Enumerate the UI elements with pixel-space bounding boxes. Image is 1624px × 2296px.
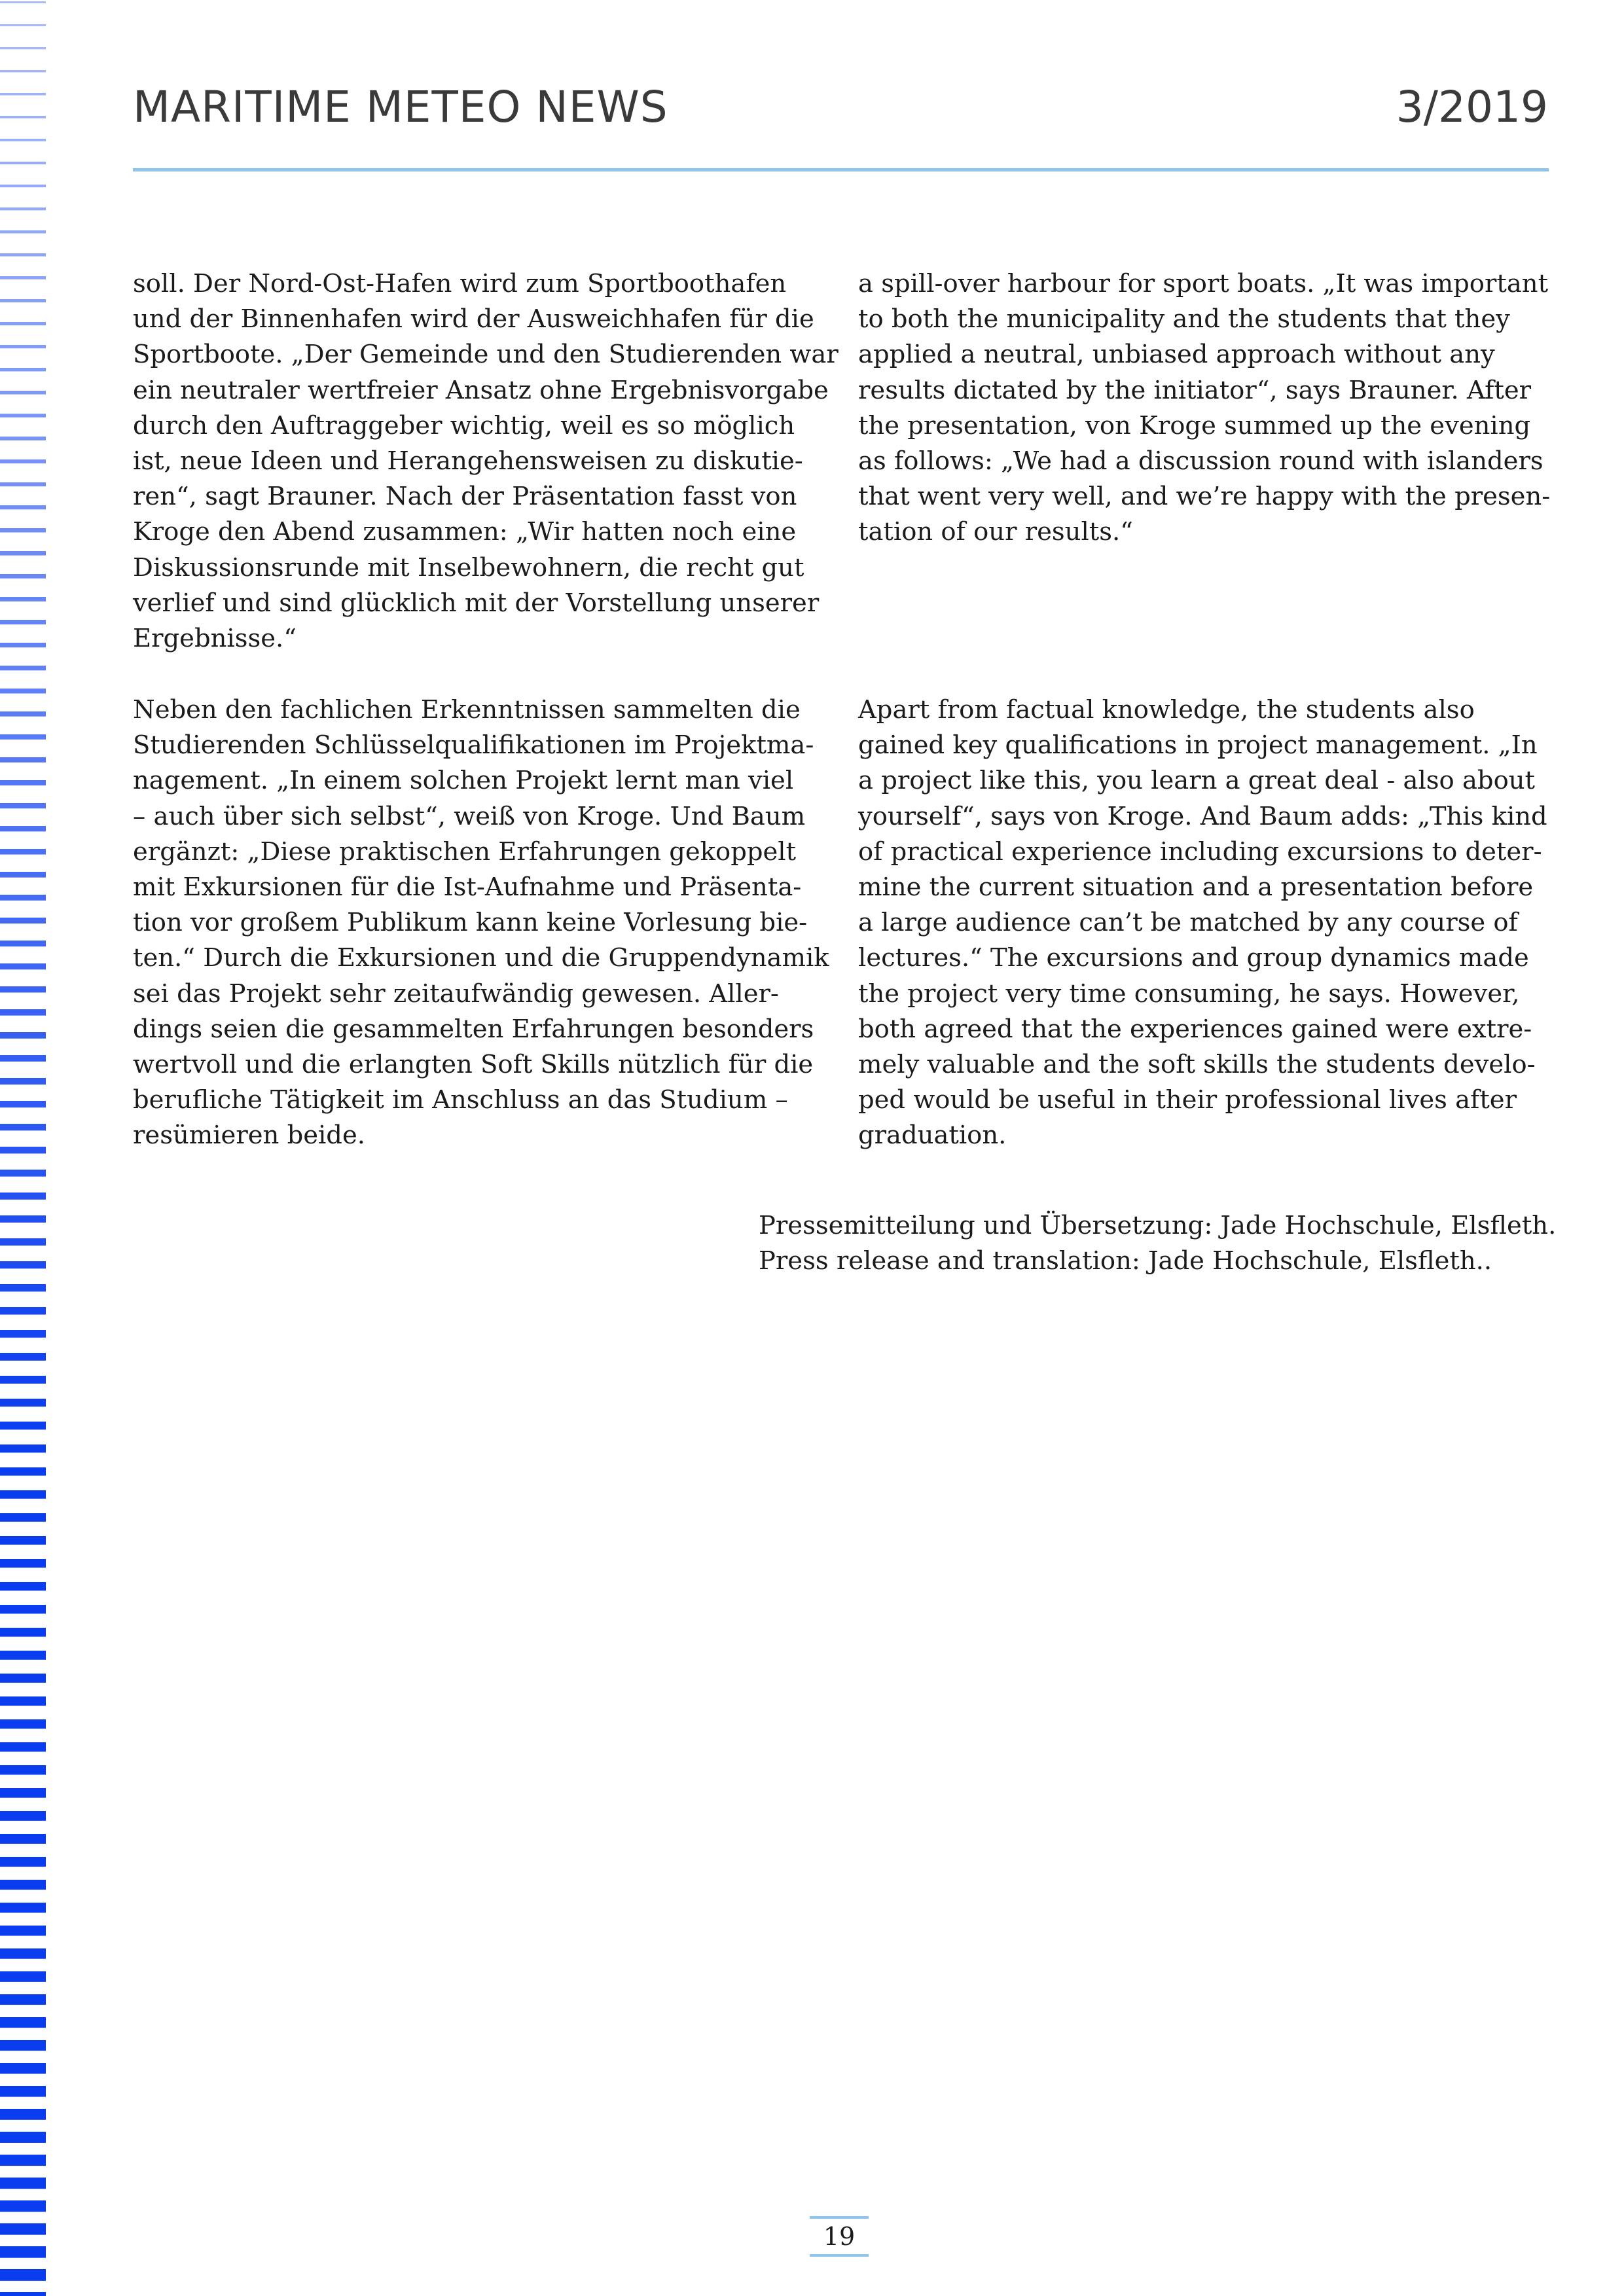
stripe xyxy=(0,116,46,118)
stripe xyxy=(0,2109,46,2120)
english-column xyxy=(858,0,1565,1151)
stripe xyxy=(0,1032,46,1039)
stripe xyxy=(0,1353,46,1361)
stripe xyxy=(0,1055,46,1062)
stripe xyxy=(0,620,46,624)
german-paragraph-1: soll. Der Nord-Ost-Hafen wird zum Sportboothafen und der Binnenhafen wird der Ausweichhafen für die Sportboote. „Der Gemeinde und den Studierenden war ein neutraler wertfreier Ansatz ohne Ergebnisvorgabe durch den Auftraggeber wichtig, weil es so möglich ist, neue Ideen und Herangehensweisen zu diskutie- ren“, sagt Brauner. Nach der Präsentation fasst von Kroge den Abend zusammen: „Wir hatten noch eine Diskussionsrunde mit Inselbewohnern, die recht gut verlief und sind glücklich mit der Vorstellung unserer Ergebnisse.“ xyxy=(133,269,839,654)
stripe xyxy=(0,1605,46,1614)
stripe xyxy=(0,2200,46,2212)
header-divider xyxy=(133,168,1549,171)
stripe xyxy=(0,299,46,302)
stripe xyxy=(0,1765,46,1775)
stripe xyxy=(0,139,46,141)
stripe xyxy=(0,1009,46,1016)
stripe xyxy=(0,895,46,901)
page-footer xyxy=(810,2216,869,2257)
stripe xyxy=(0,1857,46,1867)
stripe xyxy=(0,1124,46,1130)
stripe xyxy=(0,1674,46,1683)
stripe xyxy=(0,1399,46,1407)
stripe xyxy=(0,1078,46,1085)
stripe xyxy=(0,1926,46,1936)
stripe xyxy=(0,2132,46,2143)
stripe xyxy=(0,1422,46,1429)
stripe xyxy=(0,2292,46,2296)
stripe xyxy=(0,1193,46,1200)
stripe xyxy=(0,1284,46,1291)
stripe xyxy=(0,185,46,187)
stripe xyxy=(0,1147,46,1154)
stripe xyxy=(0,2017,46,2028)
decorative-stripe-band xyxy=(0,0,46,2296)
stripe xyxy=(0,941,46,946)
stripe xyxy=(0,70,46,72)
stripe xyxy=(0,207,46,210)
stripe xyxy=(0,459,46,463)
stripe xyxy=(0,2246,46,2258)
stripe xyxy=(0,643,46,647)
stripe xyxy=(0,1261,46,1268)
stripe xyxy=(0,505,46,509)
stripe xyxy=(0,986,46,992)
stripe xyxy=(0,253,46,257)
stripe xyxy=(0,872,46,878)
stripe xyxy=(0,1536,46,1545)
stripe xyxy=(0,1994,46,2005)
stripe xyxy=(0,482,46,486)
stripe xyxy=(0,24,46,26)
stripe xyxy=(0,1,46,3)
english-paragraph-2: Apart from factual knowledge, the students also gained key qualifications in project management. „In a project like this, you learn a great deal - also about yourself“, says von Kroge. And Baum adds: „This kind of practical experience including excursions to deter- mine the current situation and a presentation before a large audience can’t be matched by any course of lectures.“ The excursions and group dynamics made the project very time consuming, he says. However, both agreed that the experiences gained were extre- mely valuable and the soft skills the students develo- ped would be useful in their professional lives after graduation. xyxy=(858,695,1547,1151)
stripe xyxy=(0,1170,46,1177)
german-paragraph-2: Neben den fachlichen Erkenntnissen sammelten die Studierenden Schlüsselqualifikationen im Projektma- nagement. „In einem solchen Projekt lernt man viel – auch über sich selbst“, weiß von Kroge. Und Baum ergänzt: „Diese praktischen Erfahrungen gekoppelt mit Exkursionen für die Ist-Aufnahme und Präsenta- tion vor großem Publikum kann keine Vorlesung bie- ten.“ Durch die Exkursionen und die Gruppendynamik sei das Projekt sehr zeitaufwändig gewesen. Aller- dings seien die gesammelten Erfahrungen besonders wertvoll und die erlangten Soft Skills nützlich für die berufliche Tätigkeit im Anschluss an das Studium – resümieren beide. xyxy=(133,695,829,1151)
stripe xyxy=(0,368,46,371)
stripe xyxy=(0,597,46,601)
stripe xyxy=(0,1948,46,1959)
stripe xyxy=(0,2178,46,2189)
stripe xyxy=(0,2086,46,2097)
stripe xyxy=(0,574,46,579)
stripe xyxy=(0,551,46,556)
stripe xyxy=(0,963,46,969)
magazine-title: MARITIME METEO NEWS xyxy=(133,82,668,132)
stripe xyxy=(0,1307,46,1315)
german-column xyxy=(133,0,839,1151)
stripe xyxy=(0,391,46,395)
stripe xyxy=(0,1330,46,1338)
stripe xyxy=(0,689,46,694)
stripe xyxy=(0,1376,46,1384)
stripe xyxy=(0,1559,46,1568)
stripe xyxy=(0,1788,46,1798)
press-credits xyxy=(759,1208,1556,1279)
stripe xyxy=(0,757,46,762)
stripe xyxy=(0,2063,46,2074)
stripe xyxy=(0,2269,46,2281)
stripe xyxy=(0,322,46,325)
stripe xyxy=(0,1101,46,1107)
stripe xyxy=(0,1215,46,1223)
stripe xyxy=(0,826,46,831)
stripe xyxy=(0,1490,46,1499)
stripe xyxy=(0,1903,46,1912)
stripe xyxy=(0,1696,46,1706)
stripe xyxy=(0,780,46,785)
stripe xyxy=(0,414,46,418)
stripe xyxy=(0,1834,46,1844)
stripe xyxy=(0,1811,46,1821)
stripe xyxy=(0,1719,46,1729)
stripe xyxy=(0,711,46,717)
stripe xyxy=(0,1880,46,1890)
stripe xyxy=(0,230,46,234)
stripe xyxy=(0,1238,46,1246)
page-number: 19 xyxy=(823,2222,856,2251)
stripe xyxy=(0,162,46,164)
stripe xyxy=(0,1742,46,1751)
stripe xyxy=(0,1444,46,1452)
stripe xyxy=(0,1513,46,1522)
stripe xyxy=(0,849,46,855)
stripe xyxy=(0,528,46,532)
credit-german: Pressemitteilung und Übersetzung: Jade Hochschule, Elsfleth. xyxy=(759,1211,1557,1240)
stripe xyxy=(0,666,46,670)
stripe xyxy=(0,276,46,279)
stripe xyxy=(0,1651,46,1660)
credit-english: Press release and translation: Jade Hochschule, Elsfleth.. xyxy=(759,1246,1492,1276)
stripe xyxy=(0,803,46,808)
stripe xyxy=(0,734,46,740)
issue-number: 3/2019 xyxy=(1396,82,1548,132)
page-number-rule-bottom xyxy=(810,2254,869,2257)
stripe xyxy=(0,345,46,348)
english-paragraph-1: a spill-over harbour for sport boats. „It was important to both the municipality and the students that they applied a neutral, unbiased approach without any results dictated by the initiator“, says Brauner. After the presentation, von Kroge summed up the evening as follows: „We had a discussion round with islanders that went very well, and we’re happy with the presen- tation of our results.“ xyxy=(858,269,1551,547)
stripe xyxy=(0,437,46,440)
stripe xyxy=(0,2155,46,2166)
stripe xyxy=(0,1971,46,1982)
stripe xyxy=(0,1582,46,1590)
stripe xyxy=(0,47,46,49)
stripe xyxy=(0,93,46,96)
stripe xyxy=(0,918,46,924)
stripe xyxy=(0,2040,46,2051)
stripe xyxy=(0,1467,46,1476)
stripe-pattern xyxy=(0,0,46,2296)
stripe xyxy=(0,1628,46,1637)
stripe xyxy=(0,2223,46,2235)
